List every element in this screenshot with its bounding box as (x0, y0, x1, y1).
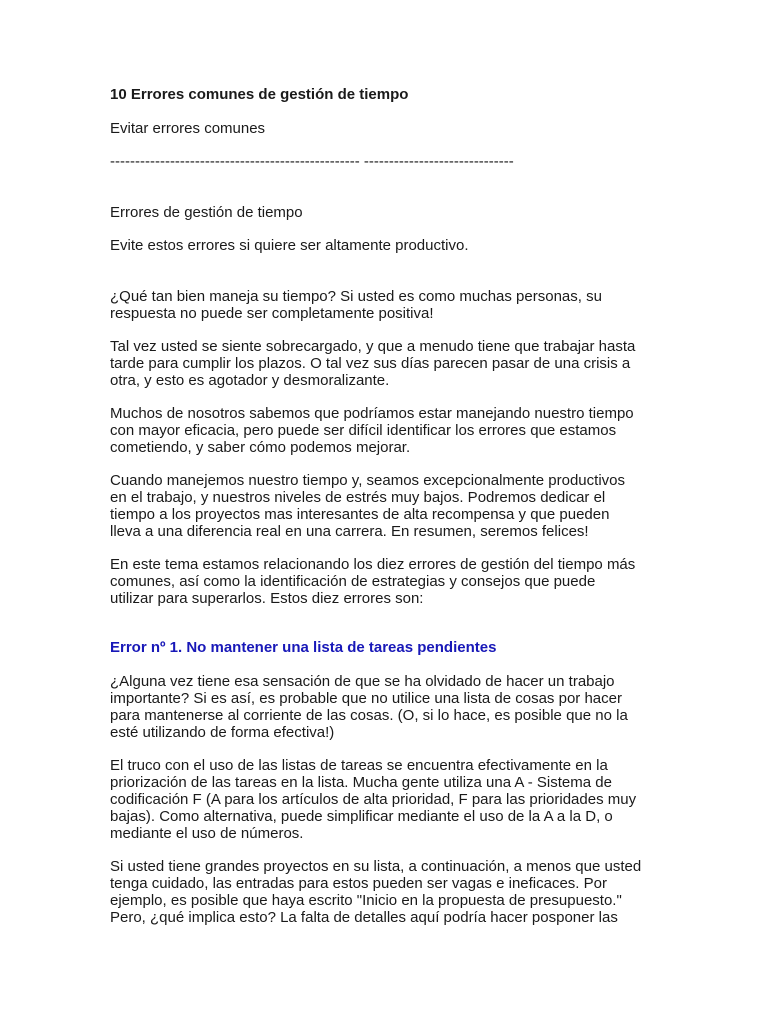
intro-paragraph (110, 556, 670, 607)
paragraph-line: priorización de las tareas en la lista. Mucha gente utiliza una A - Sistema de (110, 774, 612, 791)
paragraph-line: esté utilizando de forma efectiva!) (110, 724, 335, 741)
error-heading: Error nº 1. No mantener una lista de tareas pendientes (110, 639, 497, 656)
intro-paragraph (110, 288, 670, 322)
error-paragraph (110, 673, 670, 741)
paragraph-line: Si usted tiene grandes proyectos en su lista, a continuación, a menos que usted (110, 858, 642, 875)
divider-line: -------------------------------------------------- ------------------------------ (110, 153, 514, 170)
paragraph-line: ¿Qué tan bien maneja su tiempo? Si usted es como muchas personas, su (110, 288, 602, 305)
section-title: Errores de gestión de tiempo (110, 204, 303, 221)
paragraph-line: para mantenerse al corriente de las cosas. (O, si lo hace, es posible que no la (110, 707, 628, 724)
tagline: Evite estos errores si quiere ser altamente productivo. (110, 237, 469, 254)
intro-paragraph (110, 472, 670, 540)
paragraph-line: en el trabajo, y nuestros niveles de estrés muy bajos. Podremos dedicar el (110, 489, 606, 506)
paragraph-line: ¿Alguna vez tiene esa sensación de que se ha olvidado de hacer un trabajo (110, 673, 615, 690)
paragraph-line: con mayor eficacia, pero puede ser difícil identificar los errores que estamos (110, 422, 617, 439)
paragraph-line: tenga cuidado, las entradas para estos pueden ser vagas e ineficaces. Por (110, 875, 607, 892)
paragraph-line: tiempo a los proyectos mas interesantes de alta recompensa y que pueden (110, 506, 610, 523)
paragraph-line: ejemplo, es posible que haya escrito "Inicio en la propuesta de presupuesto." (110, 892, 622, 909)
paragraph-line: El truco con el uso de las listas de tareas se encuentra efectivamente en la (110, 757, 608, 774)
intro-paragraph (110, 338, 670, 389)
paragraph-line: lleva a una diferencia real en una carrera. En resumen, seremos felices! (110, 523, 589, 540)
paragraph-line: bajas). Como alternativa, puede simplificar mediante el uso de la A a la D, o (110, 808, 613, 825)
paragraph-line: Muchos de nosotros sabemos que podríamos estar manejando nuestro tiempo (110, 405, 634, 422)
intro-paragraph (110, 405, 670, 456)
paragraph-line: otra, y esto es agotador y desmoralizante. (110, 372, 390, 389)
paragraph-line: importante? Si es así, es probable que no utilice una lista de cosas por hacer (110, 690, 622, 707)
paragraph-line: respuesta no puede ser completamente positiva! (110, 305, 434, 322)
paragraph-line: mediante el uso de números. (110, 825, 304, 842)
paragraph-line: Tal vez usted se siente sobrecargado, y que a menudo tiene que trabajar hasta (110, 338, 636, 355)
document-title: 10 Errores comunes de gestión de tiempo (110, 86, 409, 103)
paragraph-line: tarde para cumplir los plazos. O tal vez sus días parecen pasar de una crisis a (110, 355, 631, 372)
paragraph-line: comunes, así como la identificación de estrategias y consejos que puede (110, 573, 596, 590)
paragraph-line: Cuando manejemos nuestro tiempo y, seamos excepcionalmente productivos (110, 472, 625, 489)
error-paragraph (110, 757, 670, 842)
paragraph-line: Pero, ¿qué implica esto? La falta de detalles aquí podría hacer posponer las (110, 909, 618, 926)
error-paragraph (110, 858, 670, 926)
paragraph-line: cometiendo, y saber cómo podemos mejorar. (110, 439, 411, 456)
paragraph-line: En este tema estamos relacionando los diez errores de gestión del tiempo más (110, 556, 636, 573)
paragraph-line: utilizar para superarlos. Estos diez errores son: (110, 590, 424, 607)
document-subtitle: Evitar errores comunes (110, 120, 266, 137)
paragraph-line: codificación F (A para los artículos de alta prioridad, F para las prioridades muy (110, 791, 637, 808)
